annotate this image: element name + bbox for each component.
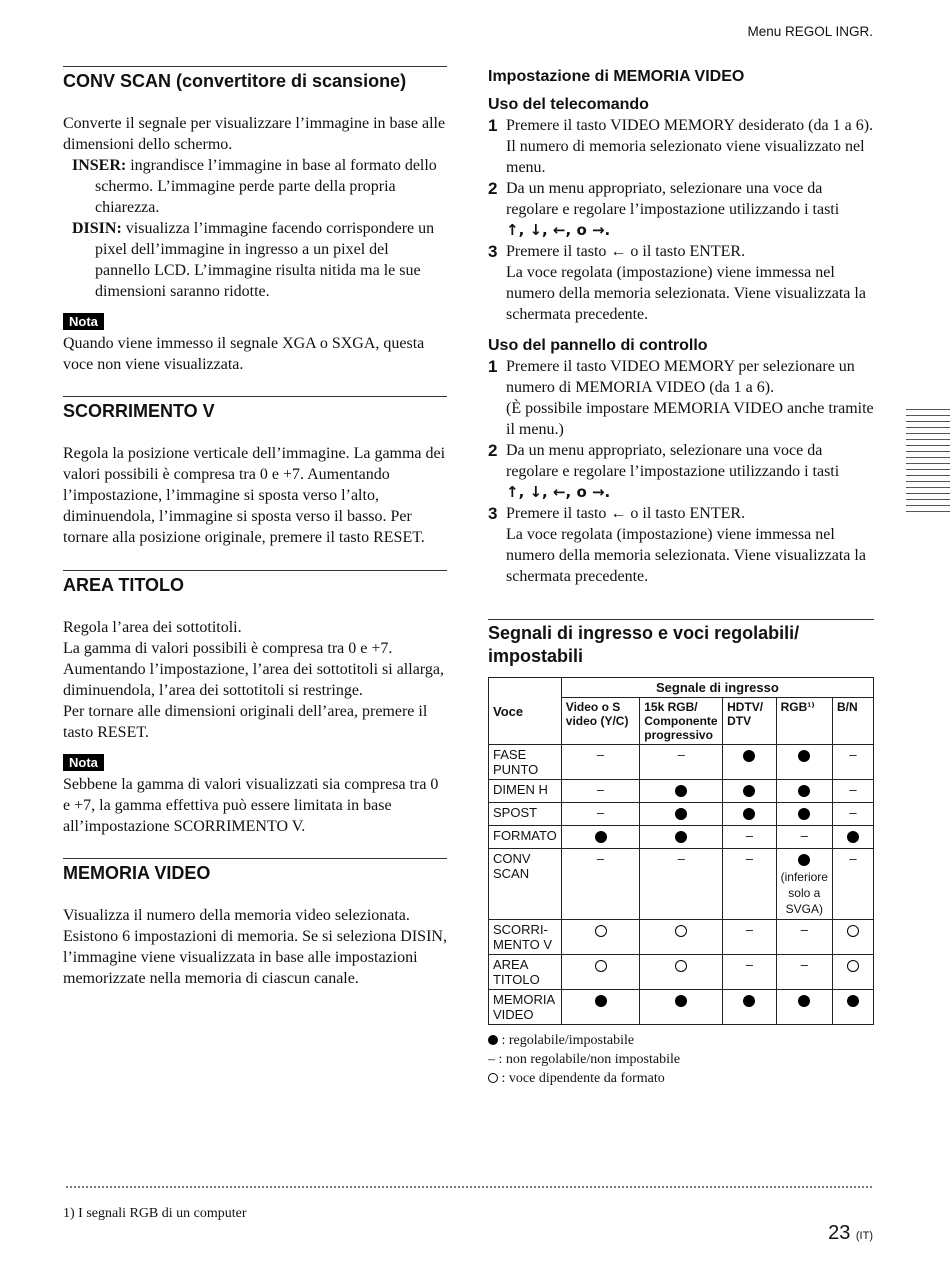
table-row [489,920,874,955]
running-header: Menu REGOL INGR. [747,24,873,39]
footnote: 1) I segnali RGB di un computer [63,1206,247,1221]
table-row [489,745,874,780]
step-number: 1 [488,357,498,376]
section-title: MEMORIA VIDEO [63,863,211,883]
right-column [488,66,874,1088]
legend-text: : regolabile/impostabile [501,1033,635,1048]
step [488,440,874,503]
table-cell [832,849,873,920]
row-label: DIMEN H [489,780,562,803]
step-number: 2 [488,179,498,198]
step-text: Da un menu appropriato, selezionare una voce da regolare e regolare l’impostazione utilizzando i tasti [506,442,840,480]
step-number: 3 [488,504,498,523]
table-cell [640,849,723,920]
row-label: SPOST [489,803,562,826]
table-cell [640,990,723,1025]
definition-inser [63,155,447,218]
step-text: Da un menu appropriato, selezionare una voce da regolare e regolare l’impostazione utilizzando i tasti [506,180,840,218]
section-title: Segnali di ingresso e voci regolabili/ impostabili [488,623,800,666]
dash-mark: – [596,851,605,866]
dash-mark: – [745,922,753,937]
step [488,241,874,325]
column-header: RGB¹⁾ [776,698,832,745]
step-detail: Il numero di memoria selezionato viene visualizzato nel menu. [506,138,865,176]
table-cell [640,803,723,826]
filled-dot-icon [595,995,607,1007]
table-cell [561,745,639,780]
table-cell [561,780,639,803]
column-header-voce: Voce [489,678,562,745]
note-badge: Nota [63,754,104,771]
arrow-keys-icon: ↑, ↓, ←, o →. [506,483,611,501]
filled-dot-icon [798,854,810,866]
empty-circle-icon [488,1073,498,1083]
memoria-section [63,858,447,989]
legend-item [488,1031,874,1050]
step [488,178,874,241]
table-cell [640,955,723,990]
definition-text: ingrandisce l’immagine in base al formato dello schermo. L’immagine perde parte della propria chiarezza. [95,157,437,216]
column-header: 15k RGB/ Componente progressivo [640,698,723,745]
dash-mark: – [849,747,857,762]
empty-circle-icon [847,960,859,972]
row-label: FORMATO [489,826,562,849]
table-cell [776,780,832,803]
paragraph: Converte il segnale per visualizzare l’immagine in base alle dimensioni dello schermo. [63,115,446,153]
empty-circle-icon [847,925,859,937]
table-cell [640,920,723,955]
filled-dot-icon [743,785,755,797]
table-row [489,780,874,803]
term: INSER: [72,157,127,174]
filled-dot-icon [675,995,687,1007]
table-cell [561,849,639,920]
page-number [828,1222,873,1245]
filled-dot-icon [743,750,755,762]
table-row [489,990,874,1025]
table-cell [776,745,832,780]
table-cell [561,990,639,1025]
left-column [63,66,447,989]
row-label: SCORRI- MENTO V [489,920,562,955]
column-header: B/N [832,698,873,745]
legend-item [488,1050,874,1069]
row-label: AREA TITOLO [489,955,562,990]
table-row [489,955,874,990]
paragraph: Per tornare alle dimensioni originali dell’area, premere il tasto RESET. [63,703,428,741]
note-text: Quando viene immesso il segnale XGA o SXGA, questa voce non viene visualizzata. [63,335,425,373]
step-text: Premere il tasto VIDEO MEMORY per selezionare un numero di MEMORIA VIDEO (da 1 a 6). [506,358,855,396]
table-cell [640,780,723,803]
empty-circle-icon [595,925,607,937]
table-cell [776,849,832,920]
table-cell [776,920,832,955]
table-row [489,849,874,920]
definition-disin [63,218,447,302]
table-cell [561,955,639,990]
dash-mark: – [745,828,753,843]
empty-circle-icon [675,960,687,972]
dash-mark: – [849,805,857,820]
table-cell [723,920,776,955]
step [488,503,874,587]
step-detail: (È possibile impostare MEMORIA VIDEO anche tramite il menu.) [506,400,874,438]
row-label: MEMORIA VIDEO [489,990,562,1025]
table-cell [561,920,639,955]
table-cell [723,780,776,803]
step-detail: La voce regolata (impostazione) viene immessa nel numero della memoria selezionata. Viene visualizzata la schermata precedente. [506,264,866,323]
table-cell [832,803,873,826]
table-cell [776,826,832,849]
term: DISIN: [72,220,122,237]
subsection-title: Uso del telecomando [488,96,649,113]
step-text: Premere il tasto ← o il tasto ENTER. [506,243,746,260]
filled-dot-icon [743,995,755,1007]
filled-dot-icon [743,808,755,820]
column-header: Video o S video (Y/C) [561,698,639,745]
table-cell [832,745,873,780]
step-detail: La voce regolata (impostazione) viene immessa nel numero della memoria selezionata. Viene visualizzata la schermata precedente. [506,526,866,585]
note-text: Sebbene la gamma di valori visualizzati sia compresa tra 0 e +7, la gamma effettiva può essere limitata in base all’impostazione SCORRIMENTO V. [63,776,439,835]
dash-mark: – [596,782,605,797]
filled-dot-icon [798,808,810,820]
dash-mark: – [800,957,808,972]
dash-mark: – [849,782,857,797]
step-number: 3 [488,242,498,261]
table-cell [832,920,873,955]
table-cell [640,826,723,849]
table-cell [723,990,776,1025]
table-cell [723,826,776,849]
paragraph: Regola la posizione verticale dell’immagine. La gamma dei valori possibili è compresa tra 0 e +7. Aumentando l’impostazione, l’immagine si sposta verso l’alto, diminuendola, l’immagine si sposta verso il basso. Per tornare alla posizione originale, premere il tasto RESET. [63,445,446,546]
paragraph: La gamma di valori possibili è compresa tra 0 e +7. Aumentando l’impostazione, l’area dei sottotitoli si allarga, diminuendola, l’area dei sottotitoli si restringe. [63,640,444,699]
area-titolo-section [63,570,447,837]
remote-steps [488,115,874,325]
step [488,356,874,440]
filled-dot-icon [675,808,687,820]
table-cell [776,803,832,826]
row-label: FASE PUNTO [489,745,562,780]
filled-dot-icon [798,785,810,797]
dash-mark: – [745,957,753,972]
subsection-title: Uso del pannello di controllo [488,337,708,354]
cell-note: (inferiore solo a SVGA) [780,870,828,916]
paragraph: Regola l’area dei sottotitoli. [63,619,242,636]
note-badge: Nota [63,313,104,330]
table-row [489,826,874,849]
footnote-separator [66,1186,872,1188]
definition-text: visualizza l’immagine facendo corrispondere un pixel dell’immagine in ingresso a un pixel del pannello LCD. L’immagine risulta nitida ma le sue dimensioni saranno ridotte. [95,220,435,300]
table-cell [776,955,832,990]
dash-mark: – [596,805,605,820]
step-text: Premere il tasto ← o il tasto ENTER. [506,505,746,522]
empty-circle-icon [675,925,687,937]
signals-section [488,619,874,1088]
filled-dot-icon [595,831,607,843]
dash-mark: – [596,747,605,762]
table-cell [723,849,776,920]
dash-mark: – [745,851,753,866]
column-group-header: Segnale di ingresso [561,678,873,698]
section-title: CONV SCAN (convertitore di scansione) [63,71,407,91]
dash-mark: – [677,747,685,762]
section-title: AREA TITOLO [63,575,184,595]
table-cell [723,803,776,826]
legend-text: : voce dipendente da formato [501,1071,665,1086]
section-title: SCORRIMENTO V [63,401,215,421]
section-title: Impostazione di MEMORIA VIDEO [488,68,745,85]
table-cell [723,745,776,780]
filled-dot-icon [798,995,810,1007]
table-cell [640,745,723,780]
table-cell [776,990,832,1025]
filled-dot-icon [675,831,687,843]
dash-mark: – [677,851,685,866]
table-cell [832,780,873,803]
step [488,115,874,178]
step-number: 2 [488,441,498,460]
table-cell [561,826,639,849]
table-body [489,745,874,1025]
filled-dot-icon [488,1035,498,1045]
legend [488,1031,874,1088]
dash-mark: – [849,851,857,866]
page-number-value: 23 [828,1222,851,1244]
table-cell [832,826,873,849]
legend-item [488,1069,874,1088]
filled-dot-icon [798,750,810,762]
page-suffix: (IT) [855,1230,873,1242]
signals-table [488,677,874,1025]
panel-steps [488,356,874,587]
row-label: CONV SCAN [489,849,562,920]
paragraph: Visualizza il numero della memoria video selezionata. Esistono 6 impostazioni di memoria. Se si seleziona DISIN, l’immagine viene visualizzata in base alle impostazioni memorizzate nella memoria di ciascun canale. [63,907,447,987]
arrow-keys-icon: ↑, ↓, ←, o →. [506,221,611,239]
dash-mark: – [800,922,808,937]
filled-dot-icon [847,831,859,843]
step-number: 1 [488,116,498,135]
table-cell [832,990,873,1025]
table-cell [723,955,776,990]
table-row [489,803,874,826]
dash-mark: – [800,828,808,843]
empty-circle-icon [595,960,607,972]
filled-dot-icon [675,785,687,797]
step-text: Premere il tasto VIDEO MEMORY desiderato (da 1 a 6). [506,117,874,134]
filled-dot-icon [847,995,859,1007]
legend-text: – : non regolabile/non impostabile [488,1052,681,1067]
table-cell [832,955,873,990]
scorrimento-section [63,396,447,548]
table-cell [561,803,639,826]
side-thumb-tab [906,406,950,514]
column-header: HDTV/ DTV [723,698,776,745]
conv-scan-section [63,66,447,375]
